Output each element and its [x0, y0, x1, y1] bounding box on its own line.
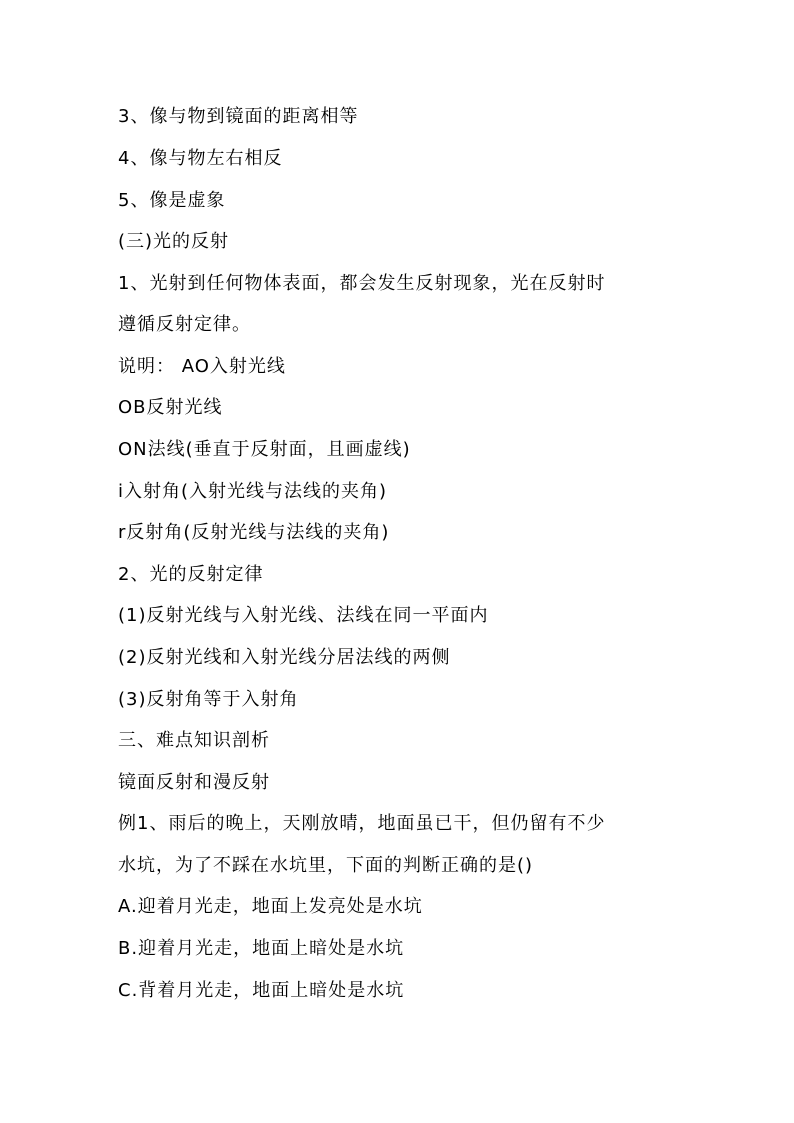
text-line: 水坑，为了不踩在水坑里，下面的判断正确的是() — [118, 855, 534, 876]
text-line: 遵循反射定律。 — [118, 314, 251, 335]
text-line: 2、光的反射定律 — [118, 564, 264, 585]
text-line: (1)反射光线与入射光线、法线在同一平面内 — [118, 605, 489, 626]
text-line: 说明： AO入射光线 — [118, 356, 286, 377]
section-heading: (三)光的反射 — [118, 231, 230, 252]
text-line: 例1、雨后的晚上，天刚放晴，地面虽已干，但仍留有不少 — [118, 813, 606, 834]
text-line: r反射角(反射光线与法线的夹角) — [118, 522, 390, 543]
answer-option: C.背着月光走，地面上暗处是水坑 — [118, 980, 405, 1001]
text-line: 5、像是虚象 — [118, 190, 226, 211]
text-line: i入射角(入射光线与法线的夹角) — [118, 481, 388, 502]
text-line: 镜面反射和漫反射 — [118, 772, 270, 793]
answer-option: B.迎着月光走，地面上暗处是水坑 — [118, 938, 405, 959]
text-line: ON法线(垂直于反射面，且画虚线) — [118, 439, 411, 460]
section-heading: 三、难点知识剖析 — [118, 730, 270, 751]
text-line: (3)反射角等于入射角 — [118, 689, 299, 710]
answer-option: A.迎着月光走，地面上发亮处是水坑 — [118, 896, 423, 917]
text-line: (2)反射光线和入射光线分居法线的两侧 — [118, 647, 451, 668]
text-line: 3、像与物到镜面的距离相等 — [118, 106, 359, 127]
text-line: 1、光射到任何物体表面，都会发生反射现象，光在反射时 — [118, 273, 606, 294]
text-line: 4、像与物左右相反 — [118, 148, 283, 169]
text-line: OB反射光线 — [118, 397, 223, 418]
